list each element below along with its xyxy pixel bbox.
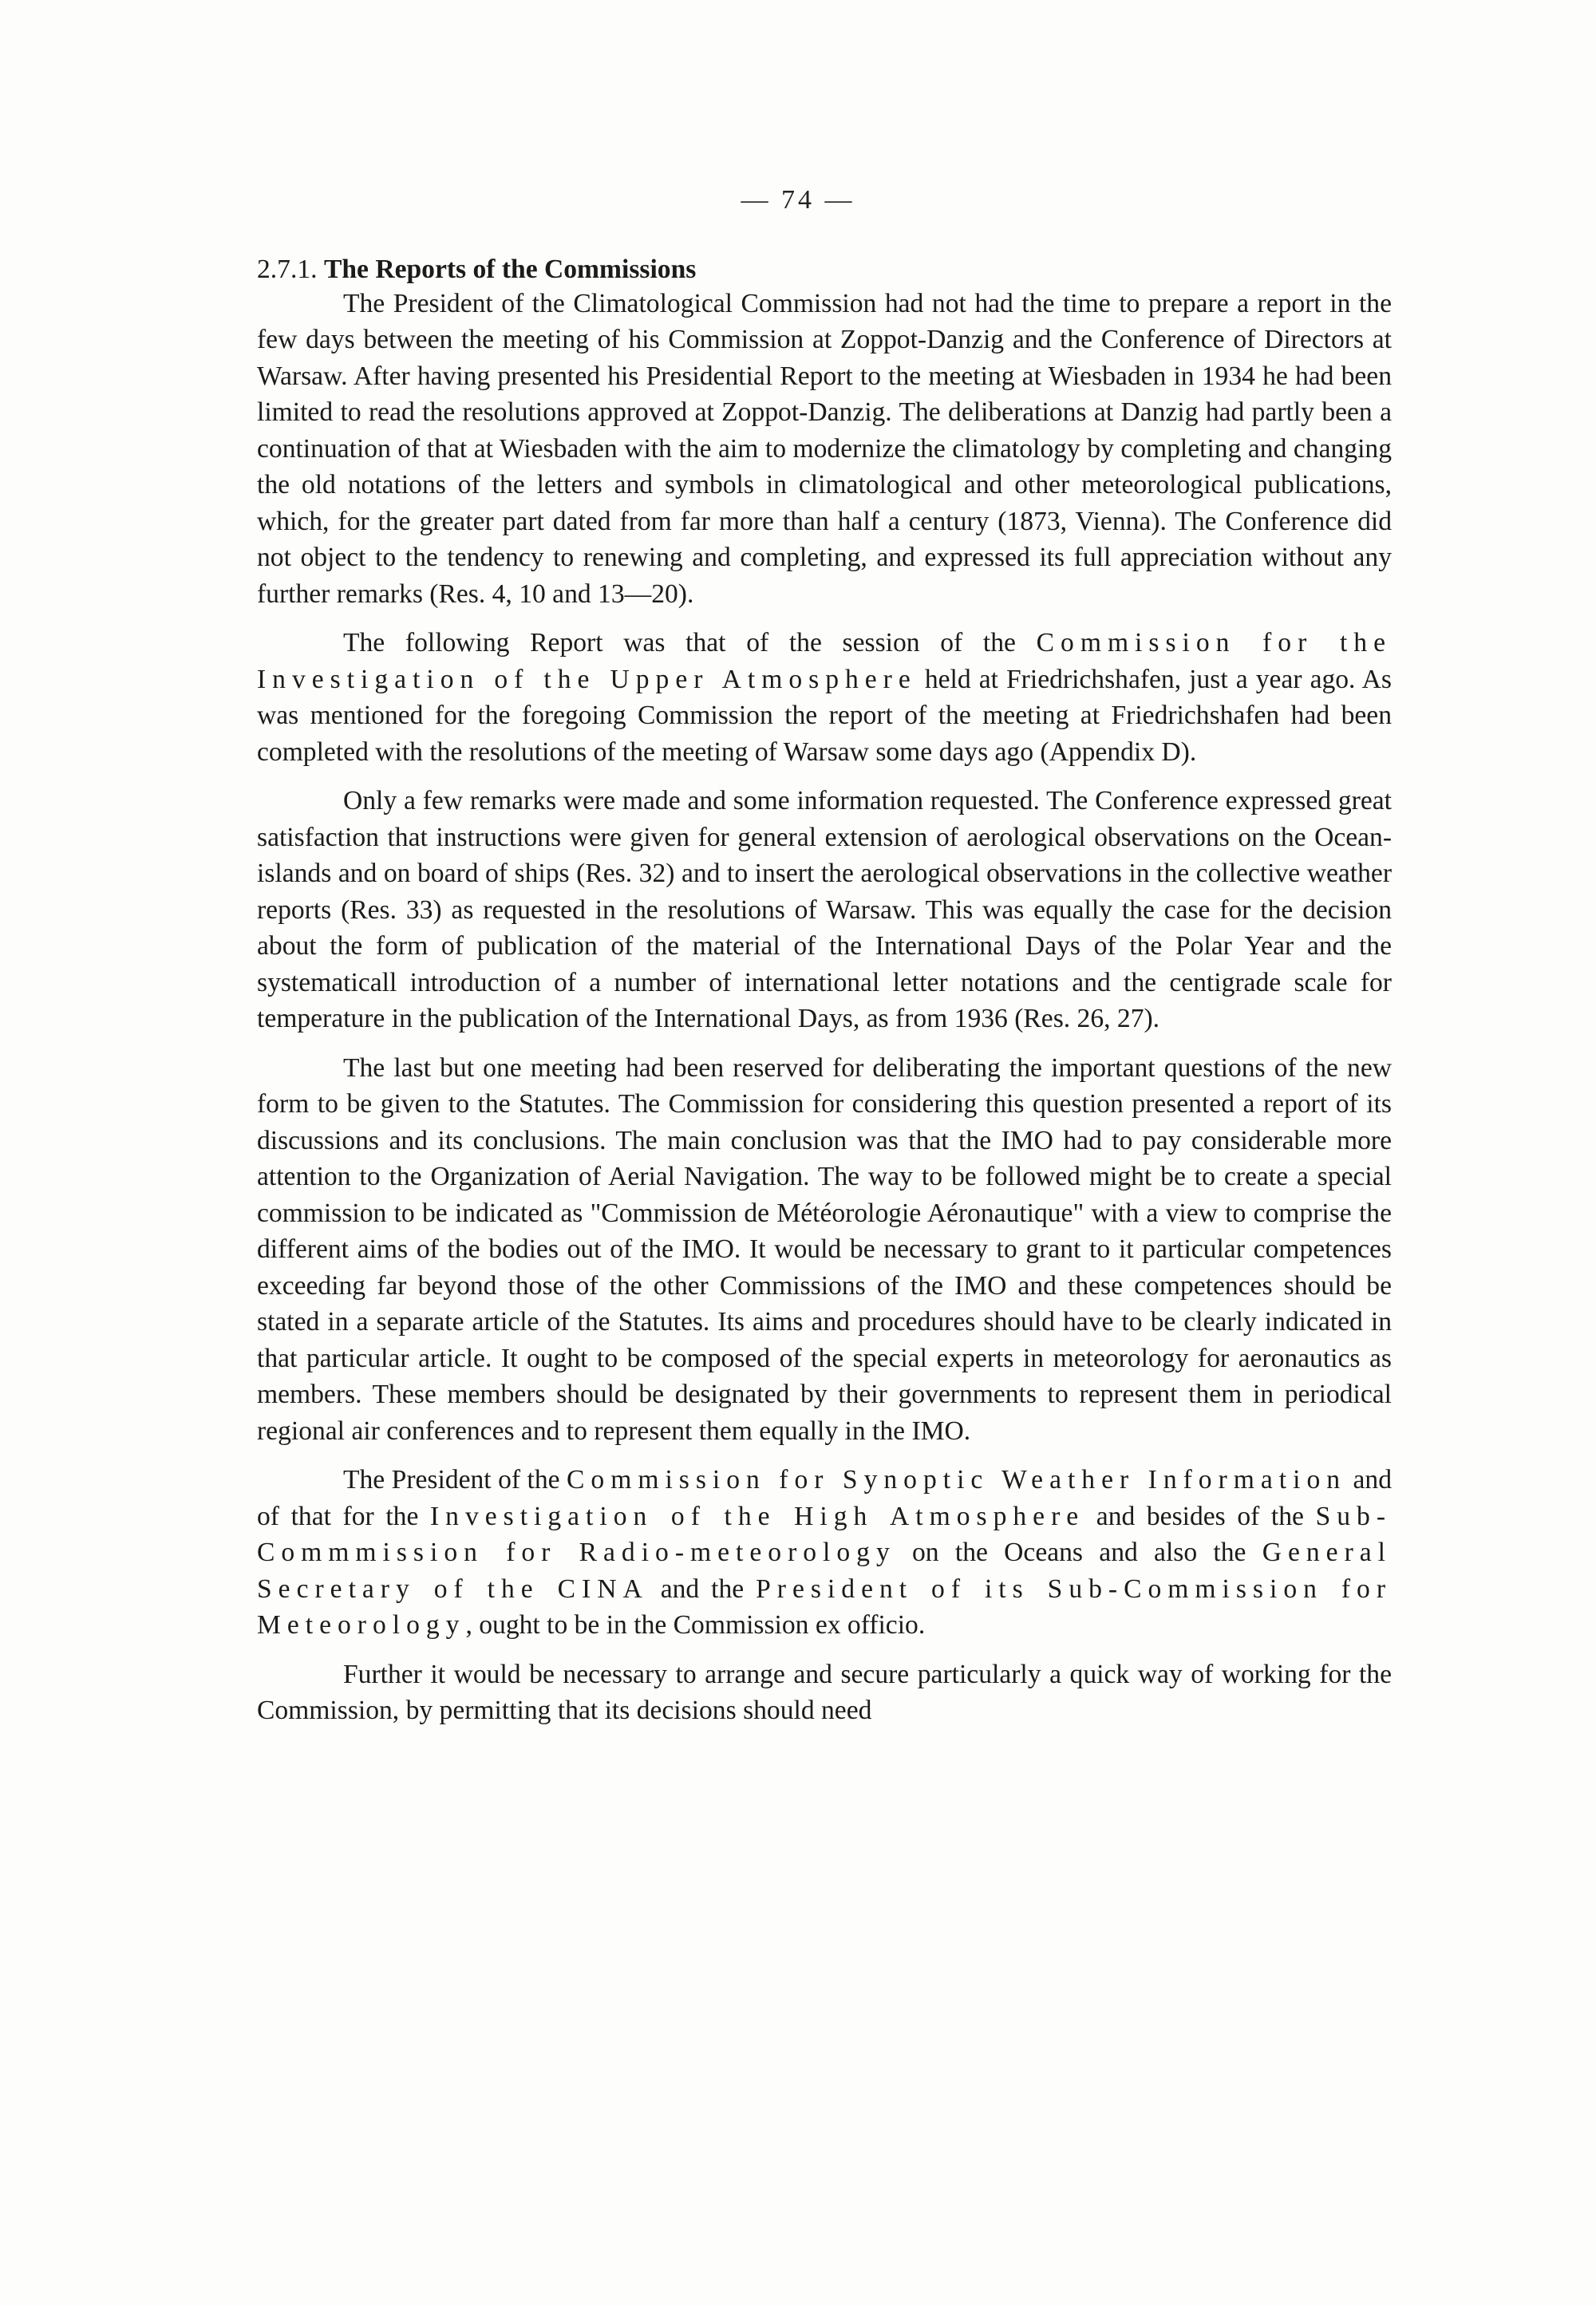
commission-name-spaced: General Secretary of the CINA bbox=[257, 1538, 1392, 1604]
paragraph-text: and of that for the bbox=[257, 1465, 1392, 1531]
section-heading bbox=[257, 251, 1392, 288]
paragraph-ex-officio-members bbox=[257, 1462, 1392, 1644]
page-body bbox=[257, 251, 1392, 1742]
commission-name-spaced: President of its Sub-Commission for Meteorology bbox=[257, 1574, 1393, 1640]
paragraph-climatological-report: The President of the Climatological Commission had not had the time to prepare a report in the few days between the meeting of his Commission at Zoppot-Danzig and the Conference of Directors at Warsaw. After having presented his Presidential Report to the meeting at Wiesbaden in 1934 he had been limited to read the resolutions approved at Zoppot-Danzig. The deliberations at Danzig had partly been a continuation of that at Wiesbaden with the aim to modernize the climatology by completing and changing the old notations of the letters and symbols in climatological and other meteorological publications, which, for the greater part dated from far more than half a century (1873, Vienna). The Conference did not object to the tendency to renewing and completing, and expressed its full appreciation without any further remarks (Res. 4, 10 and 13—20). bbox=[257, 288, 1392, 609]
paragraph-text: The President of the bbox=[343, 1465, 567, 1495]
paragraph-text: on the Oceans and also the bbox=[895, 1538, 1262, 1567]
section-title: The Reports of the Commissions bbox=[323, 255, 697, 284]
paragraph-text: , ought to be in the Commission ex officio. bbox=[465, 1610, 926, 1640]
paragraph-statutes: The last but one meeting had been reserved for deliberating the important questions of the new form to be given to the Statutes. The Commission for considering this question presented a report of its discussions and its conclusions. The main conclusion was that the IMO had to pay considerable more attention to the Organization of Aerial Navigation. The way to be followed might be to create a special commission to be indicated as "Commission de Météorologie Aéronautique" with a view to comprise the different aims of the bodies out of the IMO. It would be necessary to grant to it particular competences exceeding far beyond those of the other Commissions of the IMO and these competences should be stated in a separate article of the Statutes. Its aims and procedures should have to be clearly indicated in that particular article. It ought to be composed of the special experts in meteorology for aeronautics as members. These members should be designated by their governments to represent them in periodical regional air conferences and to represent them equally in the IMO. bbox=[257, 1052, 1392, 1446]
commission-name-spaced: Commission for Synoptic Weather Information bbox=[567, 1465, 1347, 1495]
paragraph-remarks: Only a few remarks were made and some information requested. The Conference expressed great satisfaction that instructions were given for general extension of aerological observations on the Ocean-islands and on board of ships (Res. 32) and to insert the aerological observations in the collective weather reports (Res. 33) as requested in the resolutions of Warsaw. This was equally the case for the decision about the form of publication of the material of the International Days of the Polar Year and the systematicall introduction of a number of international letter notations and the centigrade scale for temperature in the publication of the International Days, as from 1936 (Res. 26, 27). bbox=[257, 786, 1392, 1033]
paragraph-working-procedure: Further it would be necessary to arrange and secure particularly a quick way of working for the Commission, by permitting that its decisions should need bbox=[257, 1659, 1392, 1725]
commission-name-spaced: Sub-Commmission for Radio-meteorology bbox=[257, 1501, 1393, 1567]
page-number: — 74 — bbox=[741, 185, 855, 215]
commission-name-spaced: Investigation of the High Atmosphere bbox=[429, 1501, 1085, 1531]
paragraph-text: and besides of the bbox=[1084, 1501, 1316, 1531]
section-number: 2.7.1. bbox=[257, 255, 318, 284]
commission-name-spaced: Commission for the Investigation of the Upper Atmosphere bbox=[257, 628, 1392, 694]
paragraph-upper-atmosphere-report bbox=[257, 625, 1392, 770]
paragraph-text: The following Report was that of the session of the bbox=[343, 628, 1037, 657]
paragraph-text: held at Friedrichshafen, just a year ago. As was mentioned for the foregoing Commission the report of the meeting at Friedrichshafen had been completed with the resolutions of the meeting of Warsaw some days ago (Appendix D). bbox=[257, 664, 1392, 767]
paragraph-text: and the bbox=[648, 1574, 757, 1604]
